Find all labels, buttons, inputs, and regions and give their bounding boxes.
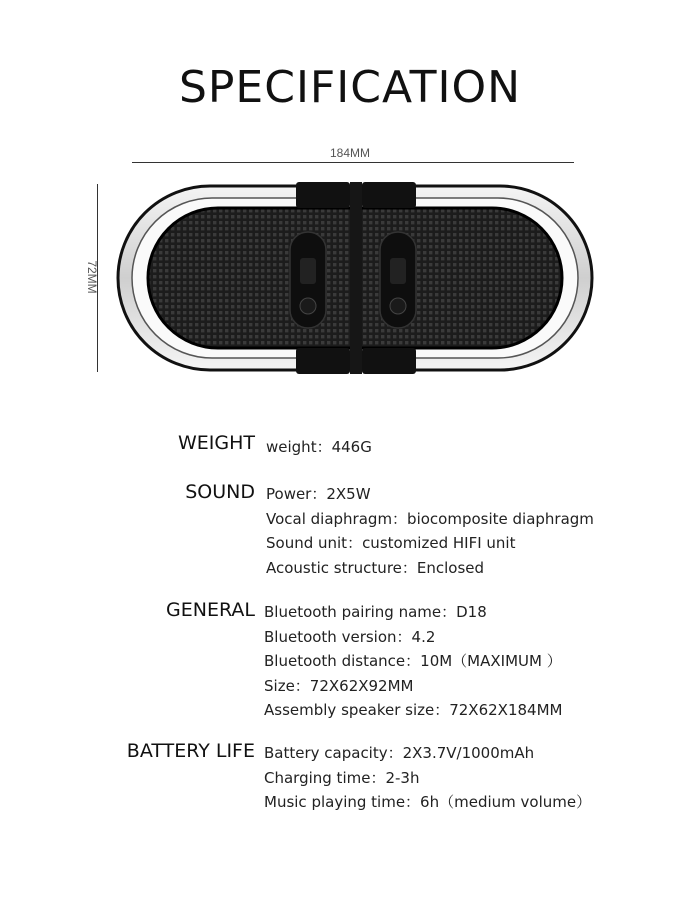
spec-line: Charging time：2-3h: [264, 768, 420, 787]
spec-line: Music playing time：6h（medium volume）: [264, 793, 592, 812]
width-dimension-line: [132, 162, 574, 163]
speaker-product-image: [110, 178, 600, 378]
spec-line: Size：72X62X92MM: [264, 676, 414, 695]
spec-line: Acoustic structure：Enclosed: [266, 558, 485, 577]
spec-category-label: SOUND: [185, 481, 255, 503]
spec-category-label: BATTERY LIFE: [126, 740, 255, 762]
height-dimension-label: 72MM: [85, 260, 99, 294]
spec-line: Battery capacity：2X3.7V/1000mAh: [264, 744, 535, 762]
spec-line: weight：446G: [266, 438, 372, 456]
spec-line: Bluetooth distance：10M（MAXIMUM ）: [264, 652, 562, 671]
spec-category-label: WEIGHT: [177, 432, 255, 454]
spec-line: Bluetooth pairing name：D18: [264, 603, 487, 621]
spec-category-label: GENERAL: [166, 599, 255, 621]
page-title: SPECIFICATION: [178, 62, 522, 113]
spec-line: Bluetooth version：4.2: [264, 627, 436, 646]
spec-line: Sound unit：customized HIFI unit: [266, 534, 516, 553]
spec-line: Vocal diaphragm：biocomposite diaphragm: [266, 509, 594, 528]
width-dimension-label: 184MM: [329, 146, 370, 160]
spec-line: Assembly speaker size：72X62X184MM: [264, 701, 563, 720]
spec-line: Power：2X5W: [266, 485, 371, 503]
